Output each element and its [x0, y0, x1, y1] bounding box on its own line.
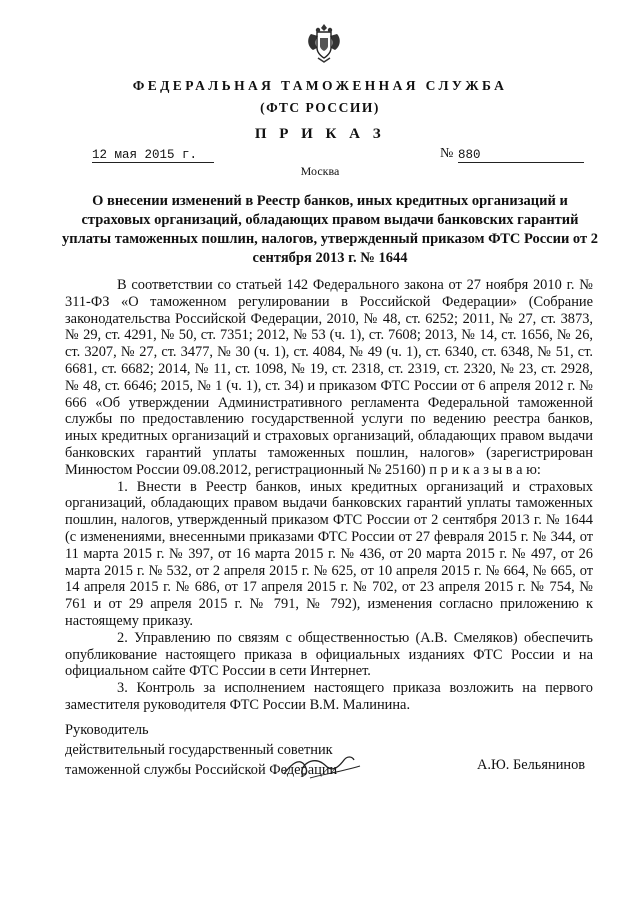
document-number: 880 [458, 148, 584, 163]
organization-name: ФЕДЕРАЛЬНАЯ ТАМОЖЕННАЯ СЛУЖБА [132, 78, 508, 93]
item-2-paragraph: 2. Управлению по связям с общественностью (А.В. Смеляков) обеспечить опубликование настоящего приказа в официальных изданиях ФТС России и на официальном сайте ФТС России в сети Интернет. [65, 629, 593, 680]
signer-block [65, 720, 425, 780]
signer-position: Руководитель [65, 722, 149, 738]
signer-name: А.Ю. Бельянинов [477, 757, 586, 773]
preamble-paragraph: В соответствии со статьей 142 Федерального закона от 27 ноября 2010 г. № 311-ФЗ «О таможенном регулировании в Российской Федерации» (Собрание законодательства Российской Федерации, 2010, № 48, ст. 6252; 2011, № 27, ст. 3873, № 29, ст. 4291, № 50, ст. 7351; 2012, № 53 (ч. 1), ст. 7608; 2013, № 14, ст. 1656, № 26, ст. 3207, № 27, ст. 3477, № 30 (ч. 1), ст. 4084, № 49 (ч. 1), ст. 6340, ст. 6348, № 51, ст. 6681, ст. 6682; 2014, № 11, ст. 1098, № 19, ст. 2318, ст. 2319, ст. 2320, № 23, ст. 2928, № 48, ст. 6646; 2015, № 1 (ч. 1), ст. 34) и приказом ФТС России от 6 апреля 2012 г. № 666 «Об утверждении Административного регламента Федеральной таможенной службы по предоставлению государственной услуги по ведению реестра банков, иных кредитных организаций и страховых организаций, обладающих правом выдачи банковских гарантий уплаты таможенных пошлин, налогов» (зарегистрирован Минюстом России 09.08.2012, регистрационный № 25160) п р и к а з ы в а ю: [65, 277, 593, 478]
document-city: Москва [300, 164, 340, 178]
document-date: 12 мая 2015 г. [92, 148, 214, 163]
document-body [65, 277, 593, 714]
coat-of-arms-icon [305, 20, 343, 64]
item-3-paragraph: 3. Контроль за исполнением настоящего приказа возложить на первого заместителя руководителя ФТС России В.М. Малинина. [65, 680, 593, 713]
item-1-paragraph: 1. Внести в Реестр банков, иных кредитных организаций и страховых организаций, обладающих правом выдачи банковских гарантий уплаты таможенных пошлин, налогов, утвержденный приказом ФТС России от 2 сентября 2013 г. № 1644 (с изменениями, внесенными приказами ФТС России от 27 февраля 2015 г. № 344, от 11 марта 2015 г. № 397, от 16 марта 2015 г. № 436, от 20 марта 2015 г. № 497, от 26 марта 2015 г. № 532, от 2 апреля 2015 г. № 625, от 10 апреля 2015 г. № 664, № 665, от 14 апреля 2015 г. № 686, от 17 апреля 2015 г. № 702, от 23 апреля 2015 г. № 754, № 761 и от 29 апреля 2015 г. № 791, № 792), изменения согласно приложению к настоящему приказу. [65, 478, 593, 629]
document-type: П Р И К А З [254, 126, 386, 142]
handwritten-signature [280, 752, 370, 782]
document-title: О внесении изменений в Реестр банков, иных кредитных организаций и страховых организаций, обладающих правом выдачи банковских гарантий уплаты таможенных пошлин, налогов, утвержденный приказом ФТС России от 2 сентября 2013 г. № 1644 [62, 193, 598, 266]
signer-rank: действительный государственный советник [65, 742, 333, 758]
organization-short-name: (ФТС РОССИИ) [260, 100, 380, 115]
signer-service: таможенной службы Российской Федерации [65, 762, 338, 778]
number-label: № [440, 146, 454, 161]
